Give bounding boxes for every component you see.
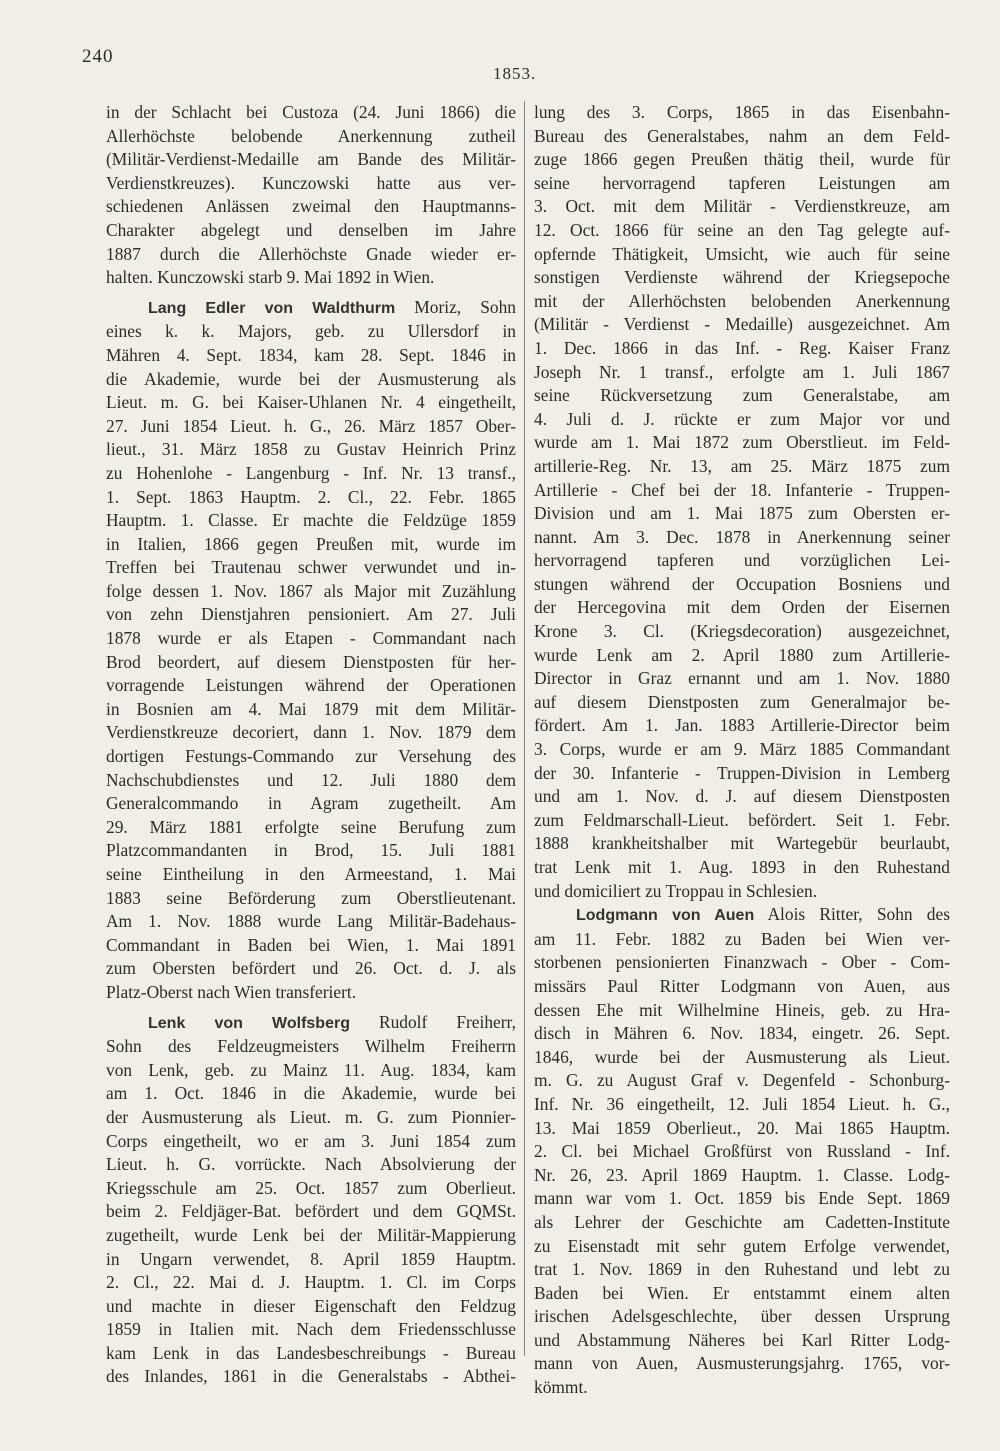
line-text: 12. Oct. 1866 für seine an den Tag gelegte auf-: [534, 219, 950, 240]
text-line: [534, 455, 950, 479]
line-text: 1883 seine Beförderung zum Oberstlieutenant.: [106, 887, 516, 908]
line-text: seine hervorragend tapferen Leistungen am: [534, 172, 950, 193]
text-line: [534, 1235, 950, 1259]
left-text-column: [106, 101, 516, 1389]
line-text: Am 1. Nov. 1888 wurde Lang Militär-Badehaus-: [106, 911, 516, 932]
line-text: Kriegsschule am 25. Oct. 1857 zum Oberlieut.: [106, 1177, 516, 1198]
line-text: Mähren 4. Sept. 1834, kam 28. Sept. 1846 in: [106, 344, 516, 365]
text-line: [534, 243, 950, 267]
text-line: [106, 533, 516, 557]
text-line: [534, 573, 950, 597]
line-text: 1878 wurde er als Etapen - Commandant nach: [106, 628, 516, 649]
line-text: 3. Oct. mit dem Militär - Verdienstkreuze, am: [534, 196, 950, 217]
text-line: [106, 957, 516, 981]
text-line: [106, 1153, 516, 1177]
line-text: artillerie-Reg. Nr. 13, am 25. März 1875 zum: [534, 455, 950, 476]
text-line: [534, 101, 950, 125]
text-line: [106, 934, 516, 958]
line-text: am 11. Febr. 1882 zu Baden bei Wien ver-: [534, 928, 950, 949]
text-line: [534, 738, 950, 762]
line-text: 1887 durch die Allerhöchste Gnade wieder er-: [106, 243, 516, 264]
line-text: seine Eintheilung in den Armeestand, 1. Mai: [106, 864, 516, 884]
line-text: vorragende Leistungen während der Operationen: [106, 675, 516, 696]
line-text: mann von Auen, Ausmusterungsjahrg. 1765, vor-: [534, 1353, 950, 1374]
text-line: [106, 1271, 516, 1295]
text-line: [106, 981, 516, 1005]
line-text: (Militär-Verdienst-Medaille am Bande des Militär-: [106, 149, 516, 170]
line-text: und Abstammung Näheres bei Karl Ritter Lodg-: [534, 1329, 950, 1350]
text-line: [534, 219, 950, 243]
line-text: in Italien, 1866 gegen Preußen mit, wurde im: [106, 533, 516, 554]
line-text: Alois Ritter, Sohn des: [754, 904, 950, 925]
entry-name: Lodgmann von Auen: [576, 907, 755, 925]
line-text: zugetheilt, wurde Lenk bei der Militär-Mappierung: [106, 1224, 516, 1245]
text-line: [106, 172, 516, 196]
page-year-header: 1853.: [493, 64, 537, 83]
text-line: [534, 1282, 950, 1306]
line-text: und am 1. Nov. d. J. auf diesem Dienstposten: [534, 786, 950, 807]
text-line: [534, 1117, 950, 1141]
text-line: [534, 785, 950, 809]
text-line: [534, 148, 950, 172]
line-text: hervorragend tapferen und vorzüglichen Lei-: [534, 550, 950, 571]
text-line: [106, 1130, 516, 1154]
line-text: Joseph Nr. 1 transf., erfolgte am 1. Juli 1867: [534, 361, 950, 382]
text-line: [106, 698, 516, 722]
text-line: [106, 1342, 516, 1366]
line-text: Moriz, Sohn: [395, 296, 516, 317]
line-text: Krone 3. Cl. (Kriegsdecoration) ausgezeichnet,: [534, 621, 950, 642]
line-text: nannt. Am 3. Dec. 1878 in Anerkennung seiner: [534, 526, 950, 547]
line-text: des Inlandes, 1861 in die Generalstabs - Abthei-: [106, 1366, 516, 1387]
text-line: [534, 1258, 950, 1282]
line-text: 2. Cl. bei Michael Großfürst von Russland - Inf.: [534, 1141, 950, 1162]
text-line: [534, 596, 950, 620]
text-line: [534, 195, 950, 219]
line-text: lung des 3. Corps, 1865 in das Eisenbahn-: [534, 102, 950, 122]
text-line: [534, 999, 950, 1023]
line-text: dessen Ehe mit Wilhelmine Hineis, geb. zu Hra-: [534, 999, 950, 1020]
line-text: Corps eingetheilt, wo er am 3. Juni 1854 zum: [106, 1130, 516, 1151]
line-text: lieut., 31. März 1858 zu Gustav Heinrich Prinz: [106, 439, 516, 460]
text-line: [534, 1069, 950, 1093]
text-line: [106, 1248, 516, 1272]
text-line: [106, 839, 516, 863]
text-line: [106, 266, 516, 290]
text-line: [106, 438, 516, 462]
text-line: [106, 486, 516, 510]
line-text: seine Rückversetzung zum Generalstabe, am: [534, 385, 950, 406]
line-text: 2. Cl., 22. Mai d. J. Hauptm. 1. Cl. im Corps: [106, 1272, 516, 1293]
text-line: [534, 479, 950, 503]
text-line: [106, 674, 516, 698]
line-text: mann war vom 1. Oct. 1859 bis Ende Sept. 1869: [534, 1188, 950, 1209]
line-text: Lieut. h. G. vorrückte. Nach Absolvierung der: [106, 1154, 516, 1175]
text-line: [106, 1177, 516, 1201]
line-text: der Ausmusterung als Lieut. m. G. zum Pionnier-: [106, 1106, 516, 1127]
line-text: 29. März 1881 erfolgte seine Berufung zum: [106, 816, 516, 837]
line-text: halten. Kunczowski starb 9. Mai 1892 in Wien.: [106, 267, 435, 288]
line-text: sonstigen Verdienste während der Kriegsepoche: [534, 267, 950, 288]
text-line: [534, 1376, 950, 1400]
line-text: Rudolf Freiherr,: [349, 1011, 516, 1032]
column-divider: [524, 101, 525, 1356]
entry-name: Lenk von Wolfsberg: [148, 1014, 350, 1032]
text-line: [106, 556, 516, 580]
text-line: [106, 368, 516, 392]
text-line: [106, 1106, 516, 1130]
line-text: kam Lenk in das Landesbeschreibungs - Bureau: [106, 1342, 516, 1363]
text-line: [106, 910, 516, 934]
text-line: [534, 1305, 950, 1329]
text-line: [534, 903, 950, 928]
line-text: Nachschubdienstes und 12. Juli 1880 dem: [106, 769, 516, 790]
text-line: [106, 580, 516, 604]
line-text: Generalcommando in Agram zugetheilt. Am: [106, 793, 516, 814]
text-line: [106, 320, 516, 344]
text-line: [106, 792, 516, 816]
line-text: von Lenk, geb. zu Mainz 11. Aug. 1834, kam: [106, 1059, 516, 1080]
text-line: [106, 125, 516, 149]
text-line: [534, 290, 950, 314]
line-text: storbenen pensionierten Finanzwach - Ober - Com-: [534, 952, 950, 973]
text-line: [106, 1059, 516, 1083]
line-text: Brod beordert, auf diesem Dienstposten für her-: [106, 651, 516, 672]
line-text: beim 2. Feldjäger-Bat. befördert und dem GQMSt.: [106, 1201, 516, 1222]
text-line: [534, 951, 950, 975]
line-text: 1846, wurde bei der Ausmusterung als Lieut.: [534, 1046, 950, 1067]
line-text: Hauptm. 1. Classe. Er machte die Feldzüge 1859: [106, 510, 516, 531]
line-text: zu Hohenlohe - Langenburg - Inf. Nr. 13 transf.,: [106, 462, 516, 483]
entry-name: Lang Edler von Waldthurm: [148, 299, 396, 317]
line-text: trat 1. Nov. 1869 in den Ruhestand und lebt zu: [534, 1259, 950, 1280]
text-line: [106, 462, 516, 486]
line-text: opfernde Thätigkeit, Umsicht, wie auch für seine: [534, 243, 950, 264]
text-line: [534, 714, 950, 738]
line-text: disch in Mähren 6. Nov. 1834, eingetr. 26. Sept.: [534, 1023, 950, 1044]
line-text: in Ungarn verwendet, 8. April 1859 Hauptm.: [106, 1248, 516, 1269]
line-text: 3. Corps, wurde er am 9. März 1885 Commandant: [534, 739, 950, 760]
text-line: [106, 1200, 516, 1224]
line-text: und machte in dieser Eigenschaft den Feldzug: [106, 1295, 516, 1316]
text-line: [534, 1140, 950, 1164]
line-text: zum Feldmarschall-Lieut. befördert. Seit 1. Febr.: [534, 809, 950, 830]
text-line: [534, 431, 950, 455]
text-line: [106, 148, 516, 172]
line-text: auf diesem Dienstposten zum Generalmajor be-: [534, 691, 950, 712]
text-line: [534, 762, 950, 786]
line-text: Nr. 26, 23. April 1869 Hauptm. 1. Classe. Lodg-: [534, 1164, 950, 1185]
line-text: und domiciliert zu Troppau in Schlesien.: [534, 880, 818, 901]
line-text: kömmt.: [534, 1377, 588, 1398]
line-text: Baden bei Wien. Er entstammt einem alten: [534, 1282, 950, 1303]
line-text: wurde Lenk am 2. April 1880 zum Artillerie-: [534, 644, 950, 665]
text-line: [534, 1329, 950, 1353]
line-text: wurde am 1. Mai 1872 zum Oberstlieut. im Feld-: [534, 432, 950, 453]
line-text: eines k. k. Majors, geb. zu Ullersdorf in: [106, 321, 516, 342]
text-line: [106, 651, 516, 675]
text-line: [534, 549, 950, 573]
line-text: 4. Juli d. J. rückte er zum Major vor und: [534, 408, 950, 429]
line-text: Lieut. m. G. bei Kaiser-Uhlanen Nr. 4 eingetheilt,: [106, 392, 516, 413]
line-text: folge dessen 1. Nov. 1867 als Major mit Zuzählung: [106, 580, 516, 601]
line-text: der Hercegovina mit dem Orden der Eisernen: [534, 597, 950, 618]
line-text: Commandant in Baden bei Wien, 1. Mai 1891: [106, 934, 516, 955]
text-line: [106, 391, 516, 415]
text-line: [534, 809, 950, 833]
line-text: 1888 krankheitshalber mit Wartegebür beurlaubt,: [534, 833, 950, 854]
line-text: als Lehrer der Geschichte am Cadetten-Institute: [534, 1211, 950, 1232]
line-text: Allerhöchste belobende Anerkennung zutheil: [106, 125, 516, 146]
line-text: stungen während der Occupation Bosniens und: [534, 573, 950, 594]
text-line: [106, 296, 516, 321]
text-line: [534, 266, 950, 290]
line-text: Division und am 1. Mai 1875 zum Obersten er-: [534, 503, 950, 524]
line-text: Artillerie - Chef bei der 18. Infanterie - Truppen-: [534, 479, 950, 500]
line-text: trat Lenk mit 1. Aug. 1893 in den Ruhestand: [534, 857, 950, 877]
text-line: [534, 832, 950, 856]
text-line: [106, 816, 516, 840]
text-line: [534, 526, 950, 550]
line-text: 1. Dec. 1866 in das Inf. - Reg. Kaiser Franz: [534, 337, 950, 358]
text-line: [534, 1022, 950, 1046]
line-text: von zehn Dienstjahren pensioniert. Am 27. Juli: [106, 604, 516, 625]
text-line: [106, 219, 516, 243]
text-line: [534, 928, 950, 952]
line-text: Charakter abgelegt und denselben im Jahre: [106, 219, 516, 240]
text-line: [106, 1318, 516, 1342]
line-text: Platzcommandanten in Brod, 15. Juli 1881: [106, 840, 516, 861]
line-text: am 1. Oct. 1846 in die Akademie, wurde bei: [106, 1083, 516, 1104]
text-line: [106, 1295, 516, 1319]
text-line: [534, 1211, 950, 1235]
text-line: [106, 509, 516, 533]
line-text: in Bosnien am 4. Mai 1879 mit dem Militär-: [106, 698, 516, 719]
text-line: [106, 1082, 516, 1106]
line-text: die Akademie, wurde bei der Ausmusterung als: [106, 368, 516, 389]
line-text: missärs Paul Ritter Lodgmann von Auen, aus: [534, 975, 950, 996]
line-text: mit der Allerhöchsten belobenden Anerkennung: [534, 290, 950, 311]
line-text: 13. Mai 1859 Oberlieut., 20. Mai 1865 Hauptm.: [534, 1117, 950, 1138]
text-line: [534, 667, 950, 691]
text-line: [534, 172, 950, 196]
line-text: Treffen bei Trautenau schwer verwundet und in-: [106, 557, 516, 578]
text-line: [534, 1352, 950, 1376]
line-text: (Militär - Verdienst - Medaille) ausgezeichnet. Am: [534, 314, 950, 335]
text-line: [534, 691, 950, 715]
line-text: schiedenen Anlässen zweimal den Hauptmanns-: [106, 196, 516, 217]
text-line: [106, 1224, 516, 1248]
line-text: Inf. Nr. 36 eingetheilt, 12. Juli 1854 Lieut. h. G.,: [534, 1093, 950, 1114]
text-line: [106, 415, 516, 439]
text-line: [534, 408, 950, 432]
line-text: Bureau des Generalstabes, nahm an dem Feld-: [534, 125, 950, 146]
line-text: Director in Graz ernannt und am 1. Nov. 1880: [534, 668, 950, 689]
text-line: [106, 1365, 516, 1389]
text-line: [534, 880, 950, 904]
text-line: [534, 337, 950, 361]
line-text: Verdienstkreuze decoriert, dann 1. Nov. 1879 dem: [106, 722, 516, 743]
text-line: [534, 125, 950, 149]
line-text: Platz-Oberst nach Wien transferiert.: [106, 981, 357, 1002]
line-text: der 30. Infanterie - Truppen-Division in Lemberg: [534, 762, 950, 783]
text-line: [534, 313, 950, 337]
text-line: [534, 644, 950, 668]
text-line: [534, 384, 950, 408]
text-line: [534, 361, 950, 385]
text-line: [106, 101, 516, 125]
text-line: [106, 344, 516, 368]
text-line: [534, 1187, 950, 1211]
line-text: fördert. Am 1. Jan. 1883 Artillerie-Director beim: [534, 715, 950, 736]
text-line: [106, 1035, 516, 1059]
text-line: [534, 856, 950, 880]
line-text: m. G. zu August Graf v. Degenfeld - Schonburg-: [534, 1070, 950, 1091]
text-line: [106, 627, 516, 651]
text-line: [534, 975, 950, 999]
text-line: [106, 721, 516, 745]
line-text: Sohn des Feldzeugmeisters Wilhelm Freiherrn: [106, 1036, 516, 1057]
text-line: [534, 1046, 950, 1070]
right-text-column: [534, 101, 950, 1400]
line-text: zum Obersten befördert und 26. Oct. d. J. als: [106, 958, 516, 979]
line-text: 1859 in Italien mit. Nach dem Friedensschlusse: [106, 1319, 516, 1340]
line-text: irischen Adelsgeschlechte, über dessen Ursprung: [534, 1306, 950, 1327]
line-text: zuge 1866 gegen Preußen thätig theil, wurde für: [534, 149, 950, 170]
line-text: in der Schlacht bei Custoza (24. Juni 1866) die: [106, 102, 516, 122]
text-line: [106, 243, 516, 267]
text-line: [534, 1164, 950, 1188]
line-text: dortigen Festungs-Commando zur Versehung des: [106, 746, 516, 767]
text-line: [106, 745, 516, 769]
line-text: 1. Sept. 1863 Hauptm. 2. Cl., 22. Febr. 1865: [106, 486, 516, 507]
text-line: [106, 769, 516, 793]
text-line: [534, 620, 950, 644]
text-line: [106, 603, 516, 627]
text-line: [106, 863, 516, 887]
text-line: [106, 195, 516, 219]
line-text: zu Eisenstadt mit sehr gutem Erfolge verwendet,: [534, 1235, 950, 1256]
line-text: Verdienstkreuzes). Kunczowski hatte aus ver-: [106, 172, 516, 193]
text-line: [106, 1011, 516, 1036]
text-line: [534, 1093, 950, 1117]
page-number: 240: [82, 46, 114, 67]
text-line: [534, 502, 950, 526]
line-text: 27. Juni 1854 Lieut. h. G., 26. März 1857 Ober-: [106, 415, 516, 436]
text-line: [106, 887, 516, 911]
